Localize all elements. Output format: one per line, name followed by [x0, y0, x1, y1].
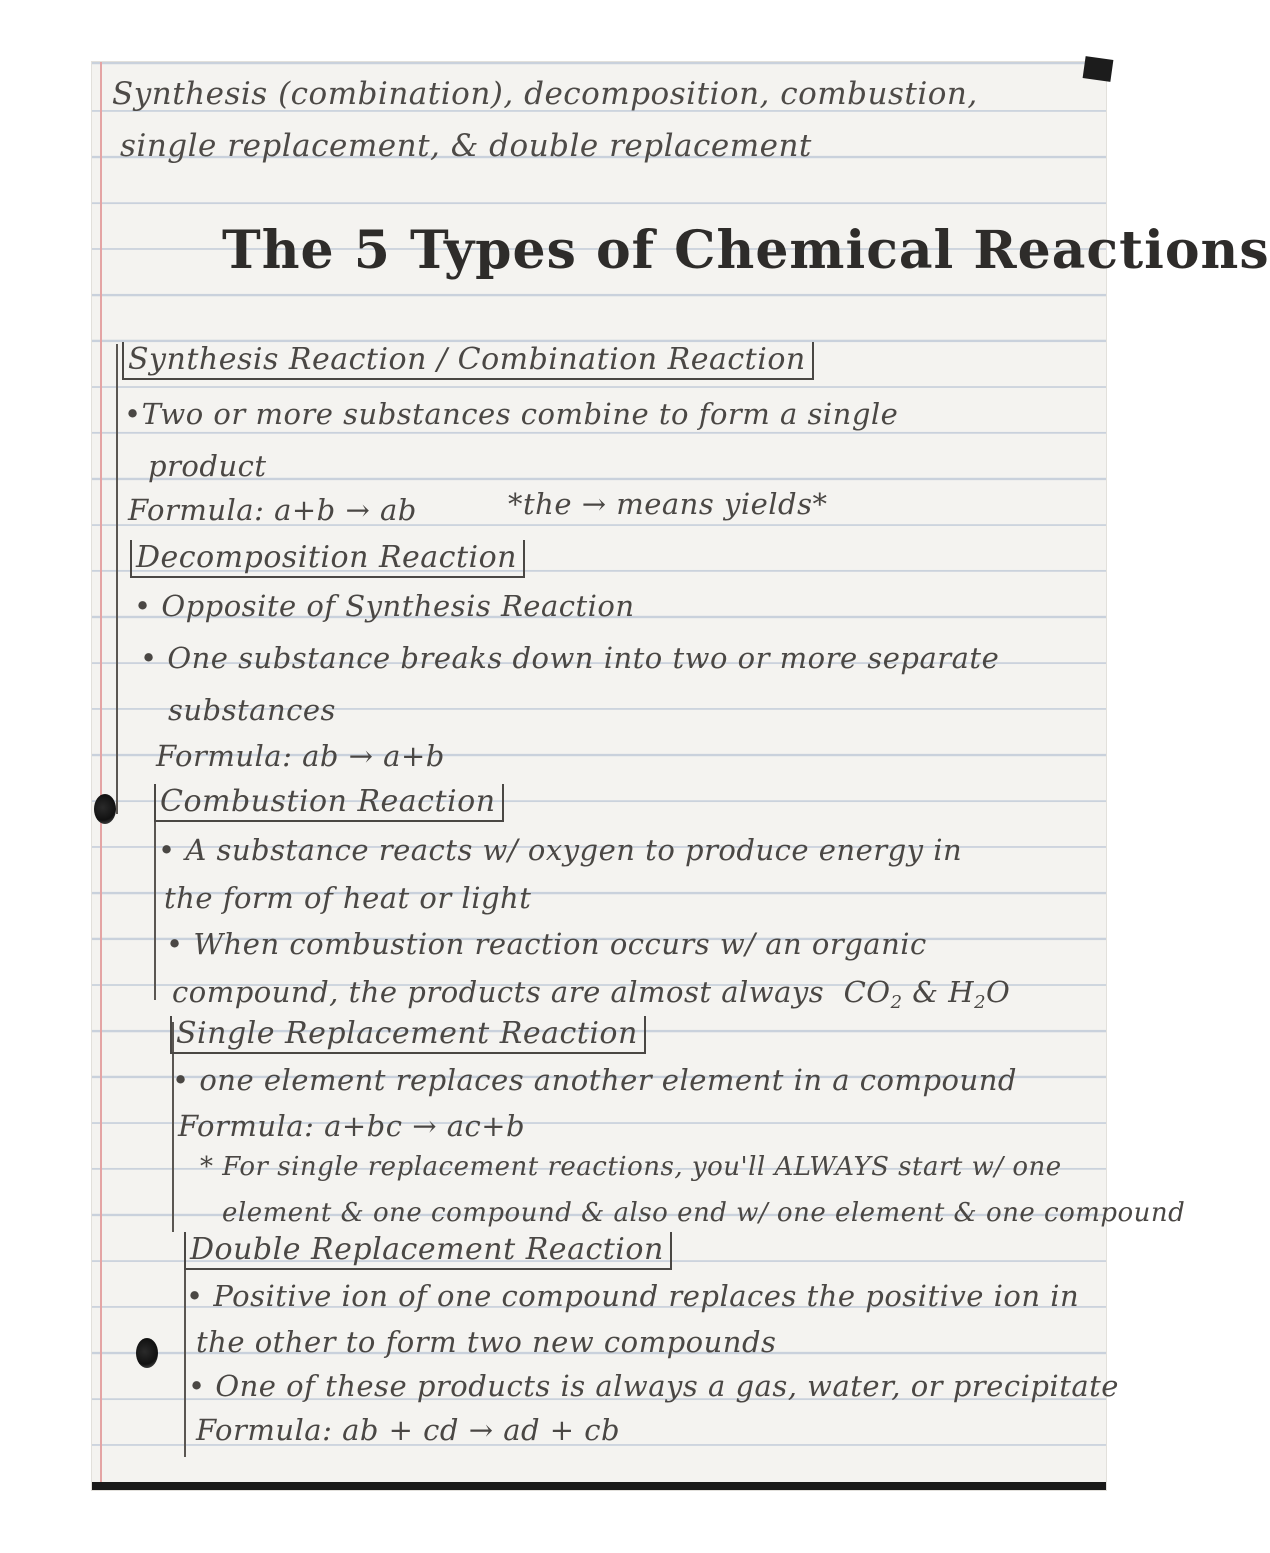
synthesis-heading: Synthesis Reaction / Combination Reaction: [122, 342, 814, 380]
synthesis-formula: Formula: a+b → ab: [128, 493, 417, 527]
ampersand: &: [912, 975, 939, 1009]
single-note-2: element & one compound & also end w/ one element & one compound: [222, 1198, 1186, 1228]
decomposition-bullet-1: • Opposite of Synthesis Reaction: [134, 589, 635, 623]
double-bullet-1-cont: the other to form two new compounds: [196, 1325, 777, 1359]
decomposition-heading: Decomposition Reaction: [130, 540, 525, 578]
double-bullet-1: • Positive ion of one compound replaces the positive ion in: [186, 1279, 1080, 1313]
single-note-1: * For single replacement reactions, you'll ALWAYS start w/ one: [200, 1152, 1062, 1182]
combustion-bullet-1: • A substance reacts w/ oxygen to produce energy in: [158, 833, 963, 867]
combustion-bullet-2: • When combustion reaction occurs w/ an organic: [166, 927, 927, 961]
double-formula: Formula: ab + cd → ad + cb: [196, 1413, 621, 1447]
decomposition-formula: Formula: ab → a+b: [156, 739, 445, 773]
double-bullet-2: • One of these products is always a gas, water, or precipitate: [188, 1369, 1119, 1403]
co2-formula: $CO_2$: [843, 975, 903, 1013]
combustion-bullet-1-cont: the form of heat or light: [164, 881, 532, 915]
page-title: The 5 Types of Chemical Reactions: [222, 220, 1270, 281]
margin-line: [100, 62, 102, 1490]
double-replacement-heading: Double Replacement Reaction: [184, 1232, 672, 1270]
synthesis-bullet-1-cont: product: [148, 449, 267, 483]
page-corner-shadow: [1083, 56, 1114, 82]
combustion-heading: Combustion Reaction: [154, 784, 504, 822]
single-replacement-heading: Single Replacement Reaction: [170, 1016, 646, 1054]
synthesis-note: *the → means yields*: [508, 487, 828, 521]
binder-hole-icon: [136, 1338, 158, 1368]
decomposition-bullet-2-cont: substances: [168, 693, 336, 727]
notebook-page: [92, 62, 1270, 1490]
intro-line-1: Synthesis (combination), decomposition, combustion,: [112, 76, 978, 112]
combustion-bullet-2-text: compound, the products are almost always: [172, 975, 825, 1009]
single-formula: Formula: a+bc → ac+b: [178, 1109, 526, 1143]
binder-hole-icon: [94, 794, 116, 824]
synthesis-bullet-1: •Two or more substances combine to form a single: [124, 397, 899, 431]
decomposition-bullet-2: • One substance breaks down into two or more separate: [140, 641, 1000, 675]
single-bullet-1: • one element replaces another element in a compound: [172, 1063, 1017, 1097]
combustion-bullet-2-cont: [172, 974, 1010, 1021]
intro-line-2: single replacement, & double replacement: [120, 128, 812, 164]
page-bottom-edge: [92, 1482, 1106, 1490]
h2o-formula: $H_2O$: [948, 975, 1011, 1013]
bracket-line: [116, 344, 118, 814]
